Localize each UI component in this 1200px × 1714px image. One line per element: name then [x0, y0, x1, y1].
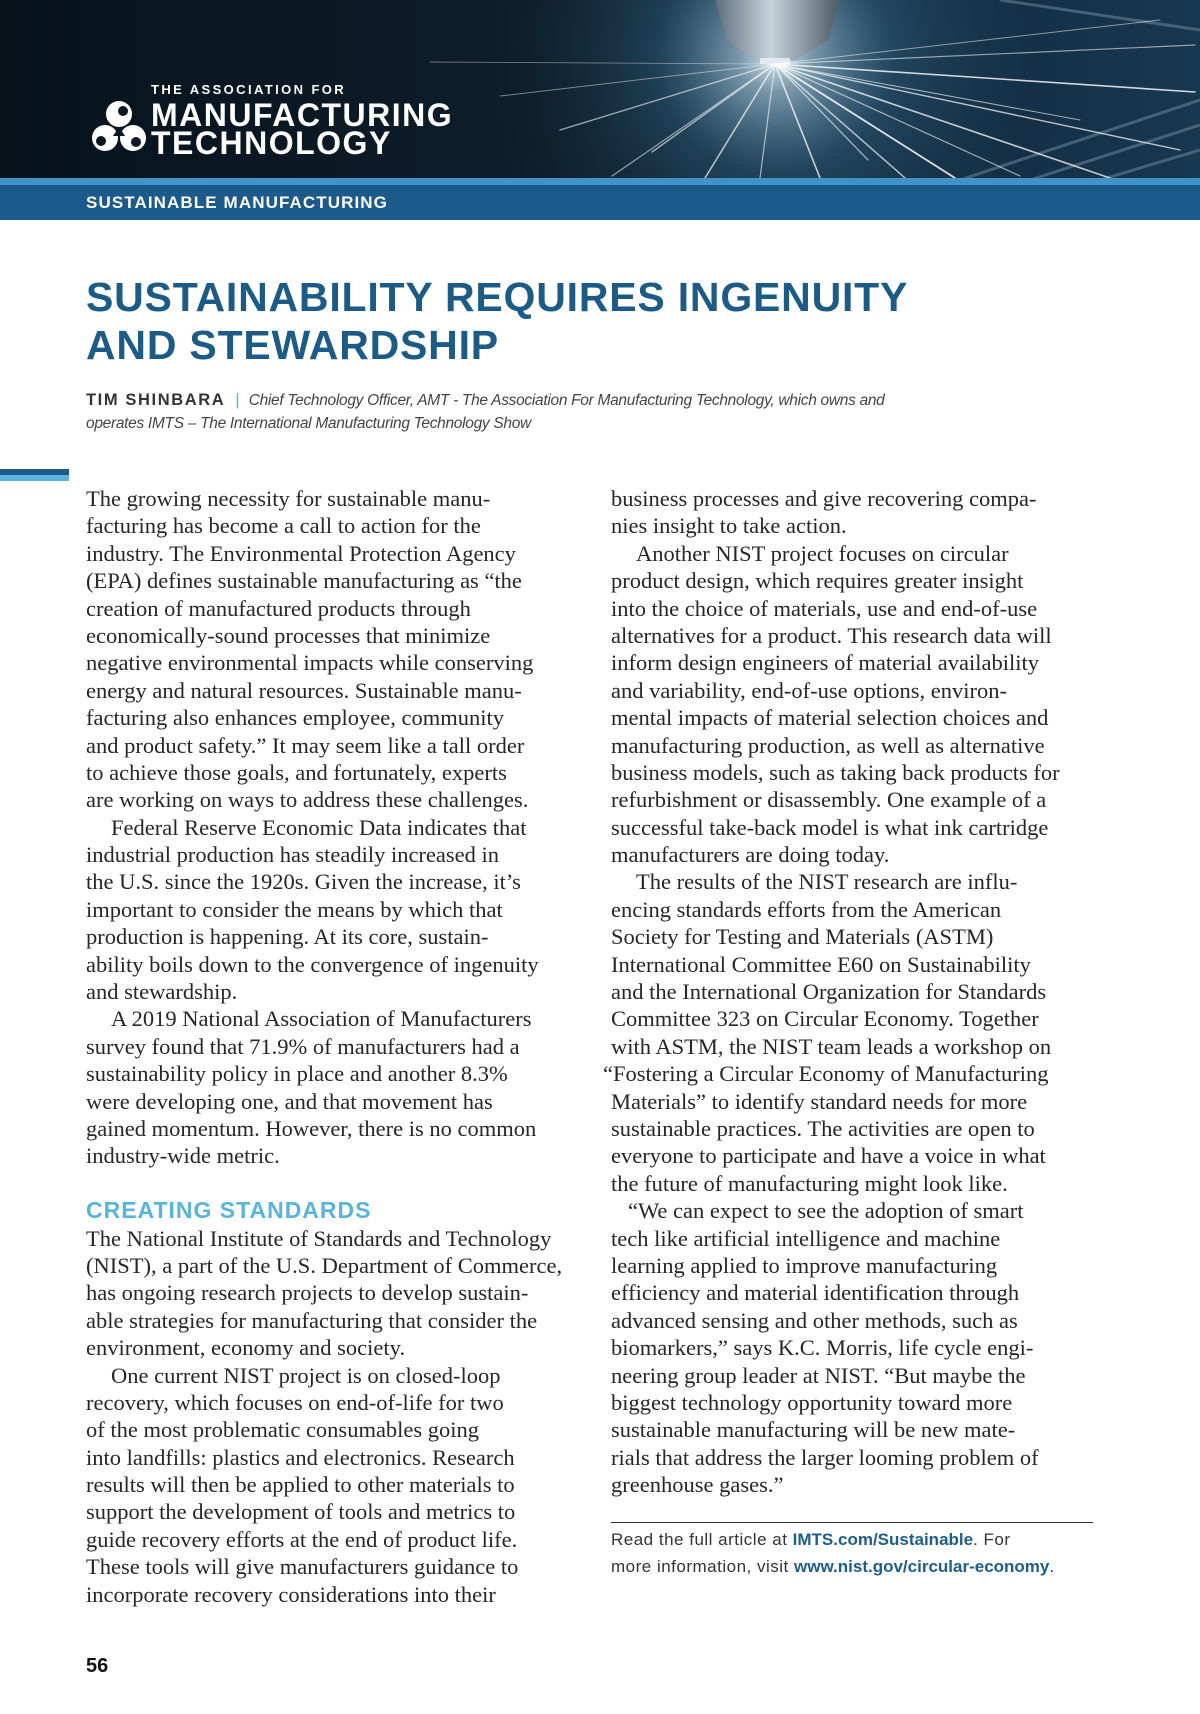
body-line: The results of the NIST research are influ-: [636, 869, 1018, 895]
body-line: support the development of tools and metrics to: [86, 1499, 516, 1525]
body-line: These tools will give manufacturers guidance to: [86, 1554, 519, 1580]
body-line: into the choice of materials, use and end-of-use: [611, 595, 1038, 621]
accent-bar-light: [0, 475, 69, 481]
logo-tagline: THE ASSOCIATION FOR: [151, 82, 347, 97]
body-line: results will then be applied to other materials to: [86, 1472, 515, 1498]
body-paragraph: [86, 814, 586, 1006]
byline-row: [86, 388, 885, 412]
body-line: business models, such as taking back products for: [611, 759, 1060, 785]
body-line: alternatives for a product. This research data will: [611, 622, 1052, 648]
body-line: mental impacts of material selection choices and: [611, 705, 1049, 731]
column-left: [86, 485, 586, 1608]
byline: [86, 388, 885, 435]
read-more-line: [611, 1553, 1171, 1580]
body-line: rials that address the larger looming problem of: [611, 1444, 1039, 1470]
body-line: everyone to participate and have a voice in what: [611, 1143, 1046, 1169]
body-line: Committee 323 on Circular Economy. Together: [611, 1006, 1039, 1032]
body-line: recovery, which focuses on end-of-life for two: [86, 1389, 504, 1415]
body-line: to achieve those goals, and fortunately, experts: [86, 759, 507, 785]
imts-link[interactable]: IMTS.com/Sustainable: [792, 1530, 974, 1549]
body-line: were developing one, and that movement has: [86, 1088, 493, 1114]
body-line: with ASTM, the NIST team leads a workshop on: [611, 1033, 1052, 1059]
body-line: into landfills: plastics and electronics. Research: [86, 1444, 515, 1470]
amt-logo-icon: [90, 100, 148, 154]
amt-logo: [90, 82, 454, 162]
body-line: product design, which requires greater insight: [611, 568, 1024, 594]
body-line: environment, economy and society.: [86, 1335, 406, 1361]
body-paragraph: [611, 1197, 1111, 1498]
body-line: gained momentum. However, there is no common: [86, 1115, 537, 1141]
body-line: ability boils down to the convergence of ingenuity: [86, 951, 539, 977]
section-label: SUSTAINABLE MANUFACTURING: [86, 193, 389, 212]
body-paragraph: [86, 1362, 586, 1609]
body-line: economically-sound processes that minimize: [86, 622, 491, 648]
body-line: Federal Reserve Economic Data indicates that: [111, 814, 527, 840]
body-line: learning applied to improve manufacturing: [611, 1252, 998, 1278]
body-line: advanced sensing and other methods, such as: [611, 1307, 1018, 1333]
body-line: (EPA) defines sustainable manufacturing as “the: [86, 568, 522, 594]
body-line: Another NIST project focuses on circular: [636, 540, 1009, 566]
body-paragraph: [86, 1225, 586, 1362]
body-line: facturing has become a call to action for the: [86, 513, 481, 539]
section-band: [0, 185, 1200, 220]
body-line: efficiency and material identification through: [611, 1280, 1020, 1306]
body-line: inform design engineers of material availability: [611, 650, 1039, 676]
body-line: industry-wide metric.: [86, 1143, 280, 1169]
body-line: encing standards efforts from the American: [611, 896, 1002, 922]
divider-rule: [611, 1522, 1093, 1523]
body-line: neering group leader at NIST. “But maybe the: [611, 1362, 1026, 1388]
body-line: incorporate recovery considerations into their: [86, 1581, 496, 1607]
body-line: “Fostering a Circular Economy of Manufacturing: [603, 1061, 1049, 1087]
body-line: survey found that 71.9% of manufacturers had a: [86, 1033, 520, 1059]
read-more-note: [611, 1526, 1171, 1580]
body-line: and the International Organization for Standards: [611, 979, 1047, 1005]
body-line: The growing necessity for sustainable manu-: [86, 486, 491, 511]
body-paragraph: [611, 540, 1111, 869]
accent-bar: [0, 469, 69, 481]
author-name: TIM SHINBARA: [86, 391, 226, 409]
logo-word-manufacturing: MANUFACTURING: [151, 97, 454, 133]
body-line: are working on ways to address these challenges.: [86, 787, 529, 813]
body-line: creation of manufactured products through: [86, 595, 471, 621]
body-line: and stewardship.: [86, 979, 238, 1005]
section-heading: CREATING STANDARDS: [86, 1197, 372, 1224]
article-title-line: AND STEWARDSHIP: [86, 322, 499, 368]
body-line: Materials” to identify standard needs for more: [611, 1088, 1028, 1114]
body-line: facturing also enhances employee, community: [86, 705, 504, 731]
body-line: International Committee E60 on Sustainability: [611, 951, 1031, 977]
read-more-text: .: [1049, 1557, 1055, 1576]
page-number: 56: [86, 1655, 109, 1677]
body-line: biomarkers,” says K.C. Morris, life cycle engi-: [611, 1335, 1034, 1361]
body-paragraph: [611, 485, 1111, 540]
body-line: The National Institute of Standards and Technology: [86, 1225, 552, 1251]
read-more-text: . For: [973, 1530, 1011, 1549]
body-paragraph: [86, 1005, 586, 1169]
read-more-text: Read the full article at: [611, 1530, 793, 1549]
body-line: energy and natural resources. Sustainable manu-: [86, 677, 522, 703]
nist-link[interactable]: www.nist.gov/circular-economy: [794, 1557, 1050, 1576]
body-line: has ongoing research projects to develop sustain-: [86, 1280, 529, 1306]
body-line: tech like artificial intelligence and machine: [611, 1225, 1001, 1251]
body-line: One current NIST project is on closed-loop: [111, 1362, 501, 1388]
body-line: industry. The Environmental Protection Agency: [86, 540, 516, 566]
body-line: and product safety.” It may seem like a tall order: [86, 732, 525, 758]
read-more-line: [611, 1526, 1171, 1553]
body-line: production is happening. At its core, sustain-: [86, 924, 489, 950]
article-title-line: SUSTAINABILITY REQUIRES INGENUITY: [86, 274, 909, 320]
body-line: “We can expect to see the adoption of smart: [628, 1198, 1024, 1224]
body-line: refurbishment or disassembly. One example of a: [611, 787, 1047, 813]
body-line: manufacturing production, as well as alternative: [611, 732, 1045, 758]
header-accent-strip: [0, 178, 1200, 185]
author-role: operates IMTS – The International Manufacturing Technology Show: [86, 415, 531, 432]
body-line: industrial production has steadily increased in: [86, 842, 500, 868]
column-right: [603, 485, 1111, 1498]
body-line: A 2019 National Association of Manufacturers: [111, 1006, 532, 1032]
body-line: manufacturers are doing today.: [611, 842, 890, 868]
body-line: negative environmental impacts while conserving: [86, 650, 534, 676]
body-line: important to consider the means by which that: [86, 896, 503, 922]
byline-separator: |: [235, 390, 240, 409]
read-more-text: more information, visit: [611, 1557, 794, 1576]
body-line: of the most problematic consumables going: [86, 1417, 480, 1443]
body-line: and variability, end-of-use options, environ-: [611, 677, 1007, 703]
body-line: business processes and give recovering compa-: [611, 486, 1037, 511]
body-line: successful take-back model is what ink cartridge: [611, 814, 1049, 840]
body-line: sustainable manufacturing will be new mate-: [611, 1417, 1016, 1443]
article-title: [86, 273, 908, 369]
body-line: guide recovery efforts at the end of product life.: [86, 1526, 518, 1552]
body-paragraph: [86, 485, 586, 814]
body-paragraph: [603, 868, 1111, 1197]
body-line: sustainability policy in place and another 8.3%: [86, 1061, 508, 1087]
body-line: nies insight to take action.: [611, 513, 847, 539]
body-line: Society for Testing and Materials (ASTM): [611, 924, 994, 950]
author-role: Chief Technology Officer, AMT - The Association For Manufacturing Technology, which owns and: [248, 392, 885, 409]
body-line: the U.S. since the 1920s. Given the increase, it’s: [86, 869, 521, 895]
body-line: able strategies for manufacturing that consider the: [86, 1307, 538, 1333]
body-line: (NIST), a part of the U.S. Department of Commerce,: [86, 1252, 563, 1278]
body-line: greenhouse gases.”: [611, 1472, 784, 1498]
logo-word-technology: TECHNOLOGY: [151, 125, 392, 161]
body-line: sustainable practices. The activities are open to: [611, 1115, 1035, 1141]
body-line: biggest technology opportunity toward more: [611, 1389, 1013, 1415]
body-line: the future of manufacturing might look like.: [611, 1170, 1008, 1196]
